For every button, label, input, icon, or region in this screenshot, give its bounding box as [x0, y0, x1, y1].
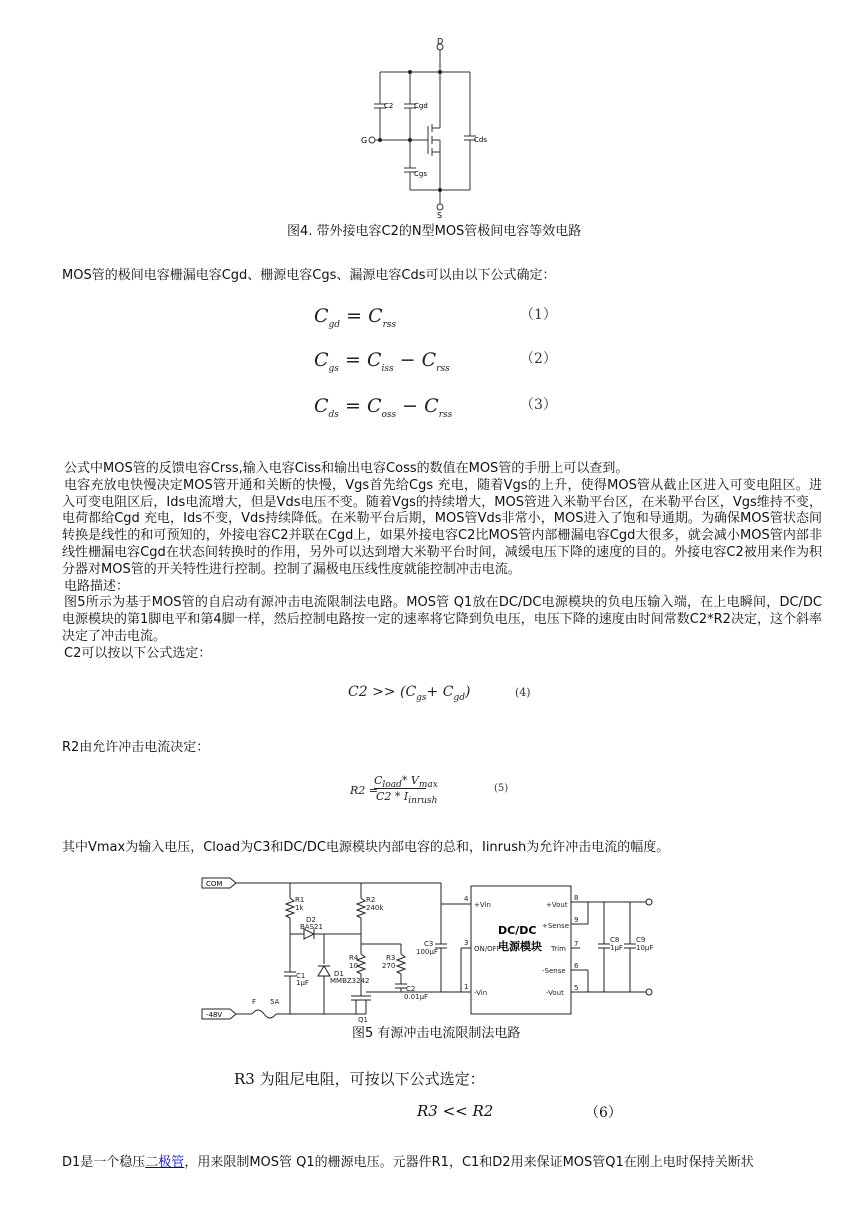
fig5-pin7: 7 [574, 940, 579, 948]
fig5-f: F [252, 998, 257, 1006]
fig4-label-cgs: Cgs [414, 170, 427, 178]
fig5-vout-p: +Vout [546, 901, 568, 909]
fig4-label-c2: C2 [384, 102, 394, 110]
fig5-pin3: 3 [464, 939, 469, 947]
fig5-pin9: 9 [574, 916, 579, 924]
equation-1-number: （1） [520, 307, 557, 323]
fig5-d2: D2 [306, 916, 316, 924]
figure-5-circuit [196, 872, 666, 1024]
fig5-c8: C8 [610, 936, 620, 944]
fig5-c3: C3 [424, 940, 434, 948]
fig4-label-s: S [437, 211, 443, 218]
paragraph-1: 公式中MOS管的反馈电容Crss,输入电容Ciss和输出电容Coss的数值在MOS管的手册上可以查到。 [64, 461, 629, 476]
fig4-label-cgd: Cgd [414, 102, 428, 110]
paragraph-3: 电路描述： [64, 578, 130, 594]
equation-6: R3 << R2 [417, 1102, 494, 1120]
fig5-d1v: MMBZ3242 [330, 977, 370, 985]
fig5-r2: R2 [366, 896, 376, 904]
fig4-label-d: D [437, 38, 444, 46]
fig5-fv: 5A [270, 998, 280, 1006]
fig4-label-g: G [361, 136, 368, 145]
fig5-r2v: 240k [366, 904, 384, 912]
equation-1: $C_{gd} = C_{rss}$ [314, 305, 397, 330]
fig5-r1v: 1k [295, 904, 304, 912]
fig5-trim: Trim [551, 945, 566, 953]
fig5-vin-n: -Vin [474, 989, 488, 997]
fig5-module-name-2: 电源模块 [498, 940, 542, 953]
last-text-pre: D1是一个稳压 [62, 1155, 146, 1170]
fig5-r1: R1 [295, 896, 305, 904]
fig5-d1: D1 [334, 970, 344, 978]
fig5-c1: C1 [296, 972, 306, 980]
fig5-q1: Q1 [358, 1016, 368, 1024]
fig5-pin6: 6 [574, 962, 579, 970]
fig5-c3v: 100μF [416, 948, 438, 956]
fig5-pin1: 1 [464, 983, 469, 991]
figure-5-caption: 图5 有源冲击电流限制法电路 [352, 1026, 521, 1041]
equation-6-number: （6） [585, 1105, 622, 1121]
where-text: 其中Vmax为输入电压，Cload为C3和DC/DC电源模块内部电容的总和，Iinrush为允许冲击电流的幅度。 [62, 840, 670, 855]
fig5-d2v: BAS21 [300, 923, 323, 931]
fig5-c9: C9 [636, 936, 646, 944]
fig5-vout-n: -Vout [546, 989, 564, 997]
r2-intro-text: R2由允许冲击电流决定： [62, 740, 210, 755]
fig5-onoff: ON/OFF [474, 945, 501, 953]
equation-5-number: (5) [494, 783, 509, 794]
r3-intro-text: R3 为阻尼电阻，可按以下公式选定： [234, 1070, 485, 1088]
paragraph-2: 电容充放电快慢决定MOS管开通和关断的快慢，Vgs首先给Cgs 充电，随着Vgs的上升，使得MOS管从截止区进入可变电阻区。进入可变电阻区后，Ids电流增大，但是Vds电压不变。随着Vgs的持续增大，MOS管进入米勒平台区，在米勒平台区，Vgs维持不变，电荷都给Cgd 充电，Ids不变，Vds持续降低。在米勒平台后期，MOS管Vds非常小，MOS进入了饱和导通期。为确保MOS管状态间转换是线性的和可预知的，外接电容C2并联在Cgd上，如果外接电容C2比MOS管内部栅漏电容Cgd大很多，就会减小MOS管内部非线性栅漏电容Cgd在状态间转换时的作用，另外可以达到增大米勒平台时间，减缓电压下降的速度的目的。外接电容C2被用来作为积分器对MOS管的开关特性进行控制。控制了漏极电压线性度就能控制冲击电流。 [62, 477, 822, 577]
equation-4: $C2 >> (C_{gs}+ C_{gd})$ [348, 684, 471, 703]
figure-4-circuit [350, 38, 500, 218]
last-paragraph [62, 1155, 754, 1172]
fig5-sense-n: -Sense [542, 967, 566, 975]
equation-2: $C_{gs} = C_{iss} - C_{rss}$ [314, 349, 450, 374]
fig5-vin-p: +Vin [474, 901, 491, 909]
intro-text: MOS管的极间电容栅漏电容Cgd、栅源电容Cgs、漏源电容Cds可以由以下公式确定： [62, 268, 556, 283]
fig5-neg48-label: -48V [206, 1011, 223, 1019]
fig5-r3: R3 [386, 954, 396, 962]
paragraph-4: 图5所示为基于MOS管的自启动有源冲击电流限制法电路。MOS管 Q1放在DC/DC电源模块的负电压输入端，在上电瞬间，DC/DC电源模块的第1脚电平和第4脚一样，然后控制电路按一定的速率将它降到负电压，电压下降的速度由时间常数C2*R2决定，这个斜率决定了冲击电流。 [62, 595, 822, 644]
fig5-c1v: 1μF [296, 979, 309, 987]
fig5-c8v: 1μF [610, 944, 623, 952]
fig5-r3v: 270 [382, 962, 396, 970]
fig5-c2v: 0.01μF [404, 993, 429, 1001]
figure-4-caption: 图4. 带外接电容C2的N型MOS管极间电容等效电路 [287, 224, 582, 239]
fig5-pin4: 4 [464, 895, 469, 903]
equation-3-number: （3） [520, 397, 557, 413]
fig4-label-cds: Cds [474, 136, 487, 144]
fig5-r4: R4 [349, 954, 359, 962]
diode-link[interactable]: 二极管 [145, 1155, 185, 1170]
last-text-post: ，用来限制MOS管 Q1的栅源电压。元器件R1，C1和D2用来保证MOS管Q1在刚上电时保持关断状 [184, 1155, 754, 1170]
fig5-c9v: 10μF [636, 944, 654, 952]
body-text [62, 461, 822, 663]
paragraph-5: C2可以按以下公式选定： [64, 645, 212, 661]
fig5-module-name: DC/DC [498, 924, 537, 937]
fig5-com-label: COM [206, 880, 223, 888]
fig5-sense-p: +Sense [542, 922, 570, 930]
equation-2-number: （2） [520, 351, 557, 367]
fig5-r4v: 10 [349, 962, 358, 970]
equation-4-number: (4) [515, 686, 531, 699]
fig5-pin5: 5 [574, 984, 579, 992]
fig5-c2: C2 [406, 985, 416, 993]
fig5-pin8: 8 [574, 894, 579, 902]
equation-3: $C_{ds} = C_{oss} - C_{rss}$ [314, 395, 453, 420]
